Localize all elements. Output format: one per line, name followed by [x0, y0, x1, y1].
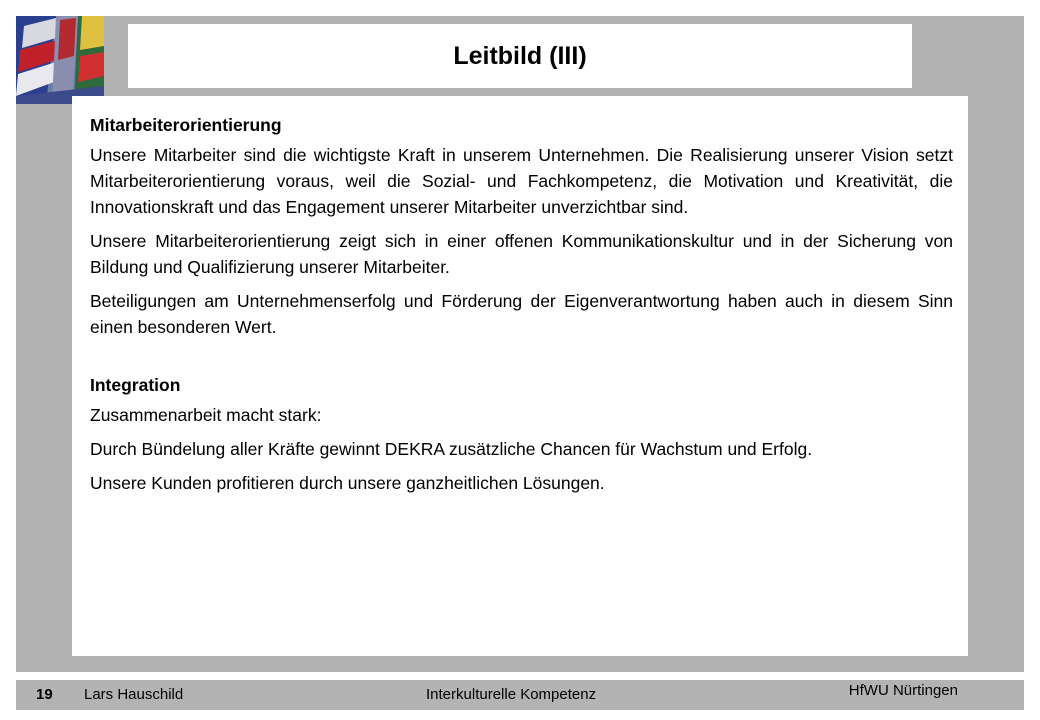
paragraph: Unsere Kunden profitieren durch unsere ganzheitlichen Lösungen.: [90, 473, 605, 493]
page-number: 19: [36, 686, 53, 703]
paragraph: Unsere Mitarbeiter sind die wichtigste Kraft in unserem Unternehmen. Die Realisierung unserer Vision setzt Mitarbeiterorientierung voraus, weil die Sozial- und Fachkompetenz, die Motivation und Kreativität, die Innovationskraft und das Engagement unserer Mitarbeiter unverzichtbar sind.: [90, 145, 953, 217]
flags-image: [16, 16, 104, 104]
institution-name: HfWU Nürtingen: [848, 682, 958, 699]
flags-graphic: [16, 16, 104, 104]
paragraph: Beteiligungen am Unternehmenserfolg und Förderung der Eigenverantwortung haben auch in diesem Sinn einen besonderen Wert.: [90, 291, 953, 337]
section-heading-mitarbeiterorientierung: Mitarbeiterorientierung: [90, 115, 282, 135]
footer-bar: [16, 680, 1024, 710]
title-box: [128, 24, 912, 88]
paragraph: Unsere Mitarbeiterorientierung zeigt sich in einer offenen Kommunikationskultur und in der Sicherung von Bildung und Qualifizierung unserer Mitarbeiter.: [90, 231, 953, 277]
paragraph: Zusammenarbeit macht stark:: [90, 405, 322, 425]
slide-title: Leitbild (III): [453, 41, 587, 70]
section-heading-integration: Integration: [90, 375, 181, 395]
content-panel: [72, 96, 968, 656]
author-name: Lars Hauschild: [84, 686, 184, 703]
paragraph: Durch Bündelung aller Kräfte gewinnt DEKRA zusätzliche Chancen für Wachstum und Erfolg.: [90, 439, 813, 459]
content-text: [90, 112, 953, 504]
course-name: Interkulturelle Kompetenz: [426, 686, 597, 703]
